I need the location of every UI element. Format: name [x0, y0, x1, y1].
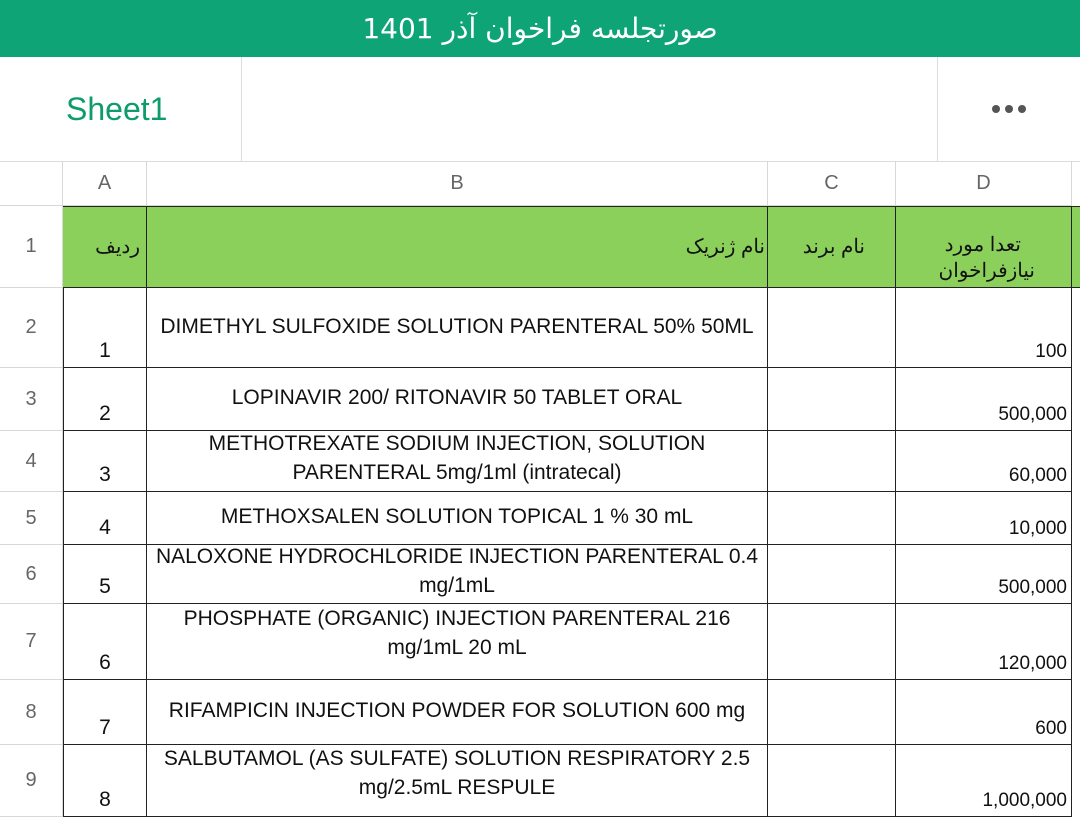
table-cell-generic-name[interactable] [147, 604, 768, 680]
row-index-value: 2 [99, 402, 111, 425]
column-header-a[interactable]: A [63, 162, 147, 206]
row-header-4[interactable]: 4 [0, 431, 63, 492]
document-title: صورتجلسه فراخوان آذر 1401 [362, 12, 718, 45]
table-cell-quantity[interactable] [896, 431, 1072, 492]
table-cell-brand-name[interactable] [768, 680, 896, 745]
generic-name-value: NALOXONE HYDROCHLORIDE INJECTION PARENTERAL 0.4 mg/1mL [155, 545, 759, 598]
quantity-value: 500,000 [998, 404, 1067, 425]
more-dots-icon [1005, 105, 1013, 113]
quantity-value: 500,000 [998, 577, 1067, 598]
row-header-2[interactable]: 2 [0, 288, 63, 368]
column-header-d[interactable]: D [896, 162, 1072, 206]
table-cell-generic-name[interactable] [147, 492, 768, 545]
quantity-value: 60,000 [1008, 465, 1067, 486]
row-index-value: 3 [99, 463, 111, 486]
table-cell-index[interactable] [63, 368, 147, 431]
generic-name-value: RIFAMPICIN INJECTION POWDER FOR SOLUTION 600 mg [168, 699, 746, 723]
sheet-tab-label: Sheet1 [66, 90, 168, 127]
table-cell-index[interactable] [63, 745, 147, 817]
quantity-value: 1,000,000 [982, 790, 1067, 811]
table-cell-index[interactable] [63, 431, 147, 492]
sheet-tab[interactable] [0, 57, 242, 161]
table-cell-generic-name[interactable] [147, 545, 768, 604]
row-header-5[interactable]: 5 [0, 492, 63, 545]
table-cell-brand-name[interactable] [768, 604, 896, 680]
row-index-value: 5 [99, 575, 111, 598]
table-cell-quantity[interactable] [896, 680, 1072, 745]
row-index-value: 7 [99, 716, 111, 739]
row-index-value: 4 [99, 516, 111, 539]
table-cell-brand-name[interactable] [768, 288, 896, 368]
table-cell-quantity[interactable] [896, 288, 1072, 368]
table-cell-quantity[interactable] [896, 492, 1072, 545]
table-cell-index[interactable] [63, 492, 147, 545]
row-header-9[interactable]: 9 [0, 745, 63, 817]
table-cell-index[interactable] [63, 604, 147, 680]
table-cell-brand-name[interactable] [768, 545, 896, 604]
more-options-button[interactable] [937, 57, 1080, 161]
row-header-8[interactable]: 8 [0, 680, 63, 745]
more-dots-icon [1018, 105, 1026, 113]
table-cell-generic-name[interactable] [147, 288, 768, 368]
row-index-value: 8 [99, 788, 111, 811]
quantity-value: 600 [1035, 718, 1067, 739]
header-quantity-label-line1: تعدا مورد [944, 234, 1021, 256]
quantity-value: 120,000 [998, 653, 1067, 674]
sheet-tab-bar [0, 57, 1080, 162]
column-header-c[interactable]: C [768, 162, 896, 206]
quantity-value: 10,000 [1008, 518, 1067, 539]
header-cell-brand-name[interactable] [768, 206, 896, 288]
row-header-7[interactable]: 7 [0, 604, 63, 680]
table-cell-generic-name[interactable] [147, 431, 768, 492]
header-quantity-label-line2: نیازفراخوان [938, 260, 1035, 282]
header-cell-required-quantity[interactable] [896, 206, 1072, 288]
table-cell-index[interactable] [63, 680, 147, 745]
row-header-6[interactable]: 6 [0, 545, 63, 604]
spreadsheet-grid[interactable] [0, 162, 1080, 817]
header-cell-generic-name[interactable] [147, 206, 768, 288]
table-cell-brand-name[interactable] [768, 492, 896, 545]
generic-name-value: METHOXSALEN SOLUTION TOPICAL 1 % 30 mL [220, 505, 694, 529]
document-title-bar [0, 0, 1080, 57]
generic-name-value: LOPINAVIR 200/ RITONAVIR 50 TABLET ORAL [231, 386, 683, 410]
table-cell-index[interactable] [63, 288, 147, 368]
table-cell-quantity[interactable] [896, 545, 1072, 604]
generic-name-value: SALBUTAMOL (AS SULFATE) SOLUTION RESPIRATORY 2.5 mg/2.5mL RESPULE [163, 747, 751, 800]
header-cell-overflow[interactable] [1072, 206, 1080, 288]
row-index-value: 1 [99, 339, 111, 362]
select-all-corner[interactable] [0, 162, 63, 206]
generic-name-value: PHOSPHATE (ORGANIC) INJECTION PARENTERAL 216 mg/1mL 20 mL [183, 606, 731, 659]
header-brand-name-label: نام برند [802, 236, 865, 258]
table-cell-brand-name[interactable] [768, 431, 896, 492]
generic-name-value: METHOTREXATE SODIUM INJECTION, SOLUTION PARENTERAL 5mg/1ml (intratecal) [208, 432, 706, 485]
row-header-3[interactable]: 3 [0, 368, 63, 431]
table-cell-generic-name[interactable] [147, 745, 768, 817]
table-cell-quantity[interactable] [896, 604, 1072, 680]
more-dots-icon [992, 105, 1000, 113]
table-cell-quantity[interactable] [896, 368, 1072, 431]
row-index-value: 6 [99, 651, 111, 674]
header-row-index-label: ردیف [95, 236, 140, 258]
row-header-1[interactable]: 1 [0, 206, 63, 288]
header-cell-row-index[interactable] [63, 206, 147, 288]
table-cell-quantity[interactable] [896, 745, 1072, 817]
column-header-b[interactable]: B [147, 162, 768, 206]
generic-name-value: DIMETHYL SULFOXIDE SOLUTION PARENTERAL 50% 50ML [160, 314, 754, 338]
quantity-value: 100 [1035, 341, 1067, 362]
header-generic-name-label: نام ژنریک [685, 236, 765, 258]
table-cell-brand-name[interactable] [768, 745, 896, 817]
table-cell-generic-name[interactable] [147, 368, 768, 431]
table-cell-index[interactable] [63, 545, 147, 604]
table-cell-generic-name[interactable] [147, 680, 768, 745]
table-cell-brand-name[interactable] [768, 368, 896, 431]
